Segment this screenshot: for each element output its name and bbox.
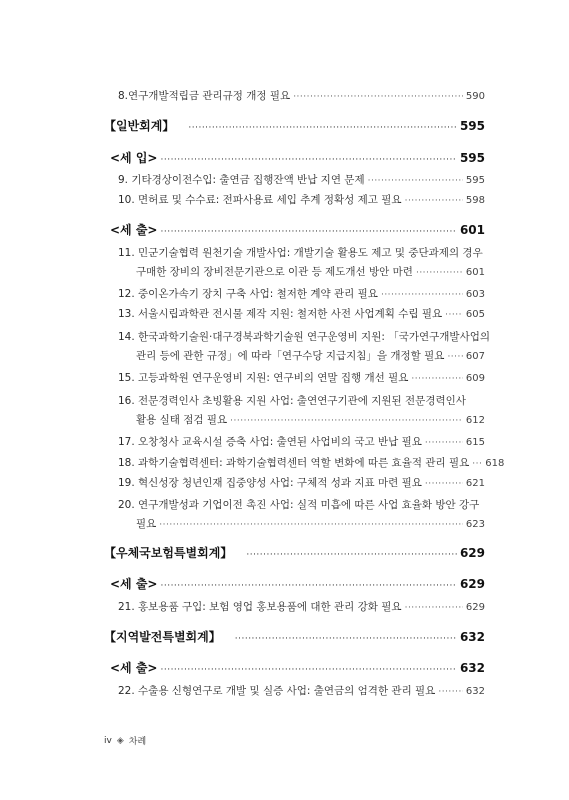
toc-entry-title: 15. 고등과학원 연구운영비 지원: 연구비의 연말 집행 개선 필요 — [118, 372, 409, 384]
dot-leader — [405, 194, 463, 208]
toc-entry-title: 19. 혁신성장 청년인재 집중양성 사업: 구체적 성과 지표 마련 필요 — [118, 477, 422, 489]
subheading-expenditure[interactable] — [110, 661, 485, 677]
dot-leader — [246, 548, 457, 562]
dot-leader — [160, 153, 456, 167]
footer-page-number: iv — [104, 735, 112, 746]
toc-entry-16-line1[interactable] — [118, 394, 485, 408]
toc-entry-title: 22. 수출용 신형연구로 개발 및 실증 사업: 출연금의 엄격한 관리 필요 — [118, 685, 436, 697]
section-heading-general-account[interactable] — [104, 119, 485, 135]
toc-page-number: 590 — [465, 91, 485, 102]
toc-page-number: 623 — [465, 519, 485, 530]
section-page-number: 595 — [459, 119, 485, 133]
toc-entry-10[interactable] — [118, 193, 485, 208]
section-title: 【우체국보험특별회계】 — [104, 546, 233, 560]
toc-entry-title: 17. 오창청사 교육시설 증축 사업: 출연된 사업비의 국고 반납 필요 — [118, 436, 422, 448]
toc-entry-title: 20. 연구개발성과 기업이전 촉진 사업: 실적 미흡에 따른 사업 효율화 방안 강구 — [118, 499, 480, 511]
toc-page-number: 601 — [465, 267, 485, 278]
toc-entry-20-line2[interactable] — [136, 517, 485, 532]
toc-page-number: 612 — [465, 415, 485, 426]
toc-entry-19[interactable] — [118, 476, 485, 491]
dot-leader — [445, 308, 463, 322]
page-footer — [104, 734, 146, 747]
dot-leader — [438, 685, 463, 699]
toc-entry-8[interactable] — [118, 89, 485, 104]
dot-leader — [160, 579, 456, 593]
toc-page-number: 629 — [465, 602, 485, 613]
dot-leader — [447, 350, 462, 364]
toc-entry-13[interactable] — [118, 307, 485, 322]
subheading-expenditure[interactable] — [110, 223, 485, 239]
toc-entry-15[interactable] — [118, 371, 485, 386]
toc-entry-12[interactable] — [118, 287, 485, 302]
footer-label: 차례 — [128, 737, 147, 747]
subheading-page-number: 629 — [459, 577, 485, 591]
toc-entry-17[interactable] — [118, 435, 485, 450]
toc-page-number: 605 — [465, 309, 485, 320]
toc-entry-title: 11. 민군기술협력 원천기술 개발사업: 개발기술 활용도 제고 및 중단과제의 경우 — [118, 247, 483, 259]
toc-entry-20-line1[interactable] — [118, 498, 485, 512]
dot-leader — [188, 121, 457, 135]
dot-leader — [160, 663, 456, 677]
subheading-page-number: 601 — [459, 223, 485, 237]
toc-page-number: 598 — [465, 195, 485, 206]
toc-page-number: 632 — [465, 686, 485, 697]
toc-entry-title-cont: 구매한 장비의 장비전문기관으로 이관 등 제도개선 방안 마련 — [136, 266, 413, 278]
diamond-icon: ◈ — [116, 735, 124, 746]
section-page-number: 632 — [459, 630, 485, 644]
toc-page-number: 595 — [465, 175, 485, 186]
dot-leader — [160, 225, 456, 239]
dot-leader — [293, 90, 463, 104]
toc-entry-14-line2[interactable] — [136, 349, 485, 364]
toc-entry-11-line1[interactable] — [118, 246, 485, 260]
section-page-number: 629 — [459, 546, 485, 560]
toc-entry-title-cont: 관리 등에 관한 규정」에 따라「연구수당 지급지침」을 개정할 필요 — [136, 350, 445, 362]
toc-entry-title: 12. 중이온가속기 장치 구축 사업: 철저한 계약 관리 필요 — [118, 288, 378, 300]
toc-page-number: 618 — [485, 458, 505, 469]
dot-leader — [416, 266, 463, 280]
section-title: 【지역발전특별회계】 — [104, 630, 221, 644]
subheading-expenditure[interactable] — [110, 577, 485, 593]
toc-page-number: 621 — [465, 478, 485, 489]
dot-leader — [381, 288, 463, 302]
subheading-page-number: 595 — [459, 151, 485, 165]
section-heading-regional-development[interactable] — [104, 630, 485, 646]
section-title: 【일반회계】 — [104, 119, 175, 133]
dot-leader — [425, 477, 463, 491]
toc-entry-22[interactable] — [118, 684, 485, 699]
toc-page-number: 603 — [465, 289, 485, 300]
toc-entry-title: 16. 전문경력인사 초빙활용 지원 사업: 출연연구기관에 지원된 전문경력인사 — [118, 395, 466, 407]
dot-leader — [368, 174, 463, 188]
toc-entry-18[interactable] — [118, 456, 505, 471]
subheading-title: <세 출> — [110, 577, 158, 591]
toc-entry-title: 21. 홍보용품 구입: 보험 영업 홍보용품에 대한 관리 강화 필요 — [118, 601, 402, 613]
toc-entry-title-cont: 활용 실태 점검 필요 — [136, 414, 228, 426]
toc-page-number: 607 — [465, 351, 485, 362]
dot-leader — [405, 601, 463, 615]
dot-leader — [159, 518, 463, 532]
subheading-page-number: 632 — [459, 661, 485, 675]
subheading-revenue[interactable] — [110, 151, 485, 167]
toc-entry-11-line2[interactable] — [136, 265, 485, 280]
section-heading-postal-insurance[interactable] — [104, 546, 485, 562]
dot-leader — [425, 436, 463, 450]
subheading-title: <세 출> — [110, 223, 158, 237]
toc-entry-title: 18. 과학기술협력센터: 과학기술협력센터 역할 변화에 따른 효율적 관리 필요 — [118, 457, 470, 469]
toc-entry-title: 14. 한국과학기술원·대구경북과학기술원 연구운영비 지원: 「국가연구개발사업의 — [118, 331, 490, 343]
toc-entry-title: 13. 서울시립과학관 전시물 제작 지원: 철저한 사전 사업계획 수립 필요 — [118, 308, 443, 320]
toc-entry-title-cont: 필요 — [136, 518, 157, 530]
dot-leader — [472, 457, 482, 471]
dot-leader — [235, 632, 457, 646]
toc-entry-16-line2[interactable] — [136, 413, 485, 428]
toc-entry-title: 8.연구개발적립금 관리규정 개정 필요 — [118, 90, 291, 102]
toc-entry-14-line1[interactable] — [118, 330, 490, 344]
toc-entry-title: 10. 면허료 및 수수료: 전파사용료 세입 추계 정확성 제고 필요 — [118, 194, 402, 206]
subheading-title: <세 출> — [110, 661, 158, 675]
toc-page-number: 615 — [465, 437, 485, 448]
dot-leader — [411, 372, 463, 386]
toc-entry-9[interactable] — [118, 173, 485, 188]
toc-entry-title: 9. 기타경상이전수입: 출연금 집행잔액 반납 지연 문제 — [118, 174, 365, 186]
subheading-title: <세 입> — [110, 151, 158, 165]
toc-entry-21[interactable] — [118, 600, 485, 615]
toc-page-number: 609 — [465, 373, 485, 384]
dot-leader — [230, 414, 463, 428]
